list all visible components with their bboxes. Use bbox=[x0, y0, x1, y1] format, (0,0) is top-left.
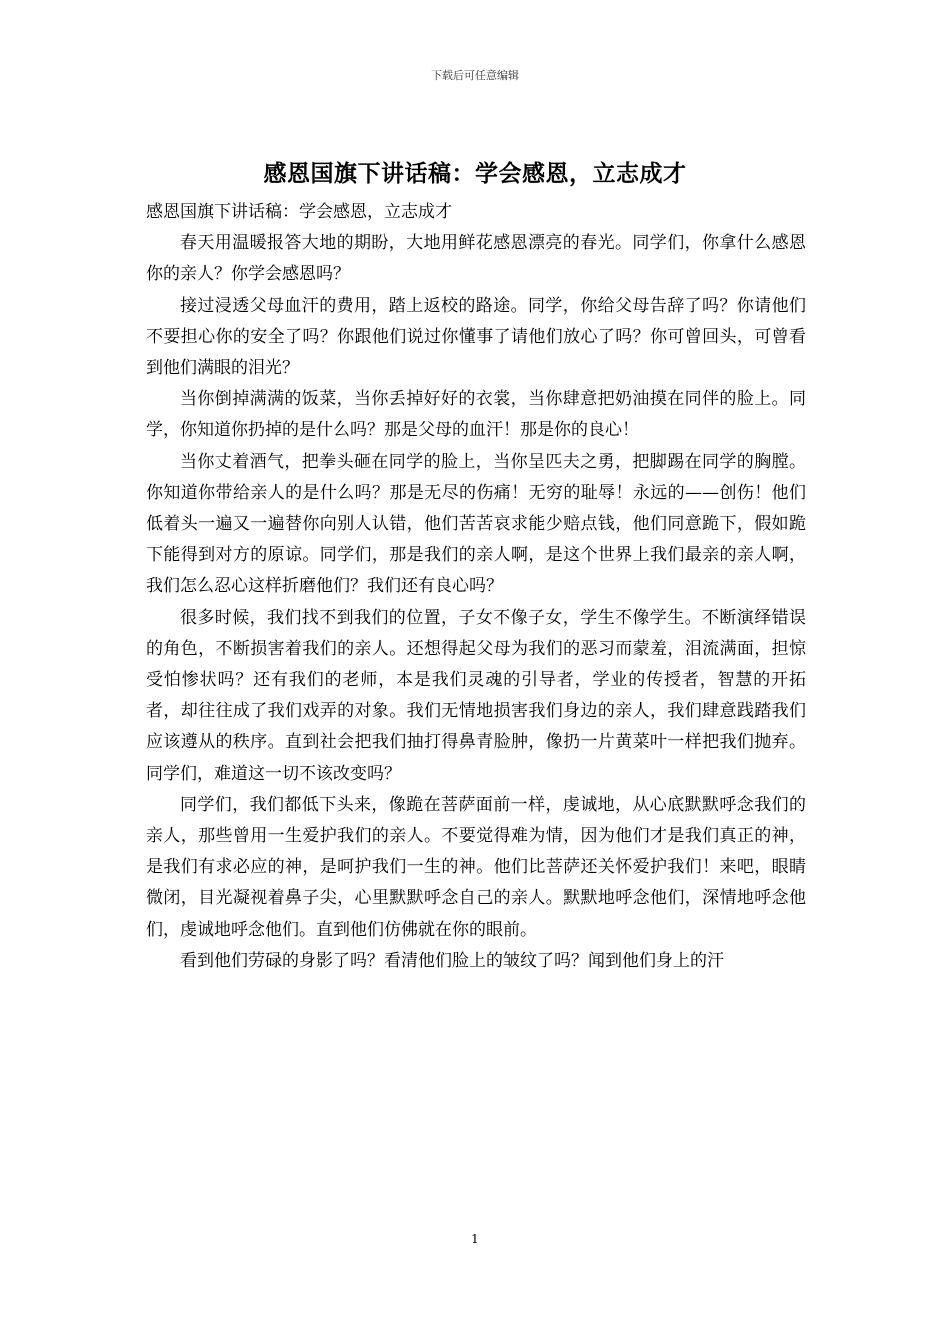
document-title: 感恩国旗下讲话稿：学会感恩，立志成才 bbox=[263, 160, 687, 187]
paragraph: 春天用温暖报答大地的期盼，大地用鲜花感恩漂亮的春光。同学们，你拿什么感恩你的亲人？你学会感恩吗？ bbox=[146, 233, 806, 285]
paragraph: 接过浸透父母血汗的费用，踏上返校的路途。同学，你给父母告辞了吗？你请他们不要担心你的安全了吗？你跟他们说过你懂事了请他们放心了吗？你可曾回头，可曾看到他们满眼的泪光？ bbox=[146, 295, 806, 379]
page-number: 1 bbox=[471, 1232, 479, 1246]
paragraph: 同学们，我们都低下头来，像跪在菩萨面前一样，虔诚地，从心底默默呼念我们的亲人，那些曾用一生爱护我们的亲人。不要觉得难为情，因为他们才是我们真正的神，是我们有求必应的神，是呵护我们一生的神。他们比菩萨还关怀爱护我们！来吧，眼睛微闭，目光凝视着鼻子尖，心里默默呼念自己的亲人。默默地呼念他们，深情地呼念他们，虔诚地呼念他们。直到他们仿佛就在你的眼前。 bbox=[146, 794, 806, 940]
document-subtitle: 感恩国旗下讲话稿：学会感恩，立志成才 bbox=[146, 202, 452, 222]
paragraph: 当你倒掉满满的饭菜，当你丢掉好好的衣裳，当你肆意把奶油摸在同伴的脸上。同学，你知道你扔掉的是什么吗？那是父母的血汗！那是你的良心！ bbox=[146, 389, 806, 441]
document-body bbox=[146, 197, 806, 977]
paragraph: 当你丈着酒气，把拳头砸在同学的脸上，当你呈匹夫之勇，把脚踢在同学的胸膛。你知道你带给亲人的是什么吗？那是无尽的伤痛！无穷的耻辱！永远的——创伤！他们低着头一遍又一遍替你向别人认错，他们苦苦哀求能少赔点钱，他们同意跪下，假如跪下能得到对方的原谅。同学们，那是我们的亲人啊，是这个世界上我们最亲的亲人啊，我们怎么忍心这样折磨他们？我们还有良心吗？ bbox=[146, 451, 806, 597]
header-note: 下载后可任意编辑 bbox=[431, 69, 519, 82]
paragraph: 看到他们劳碌的身影了吗？看清他们脸上的皱纹了吗？闻到他们身上的汗 bbox=[180, 950, 724, 971]
paragraph: 很多时候，我们找不到我们的位置，子女不像子女，学生不像学生。不断演绎错误的角色，不断损害着我们的亲人。还想得起父母为我们的恶习而蒙羞，泪流满面，担惊受怕惨状吗？还有我们的老师，本是我们灵魂的引导者，学业的传授者，智慧的开拓者，却往往成了我们戏弄的对象。我们无情地损害我们身边的亲人，我们肆意践踏我们应该遵从的秩序。直到社会把我们抽打得鼻青脸肿，像扔一片黄菜叶一样把我们抛弃。同学们，难道这一切不该改变吗？ bbox=[146, 607, 806, 784]
